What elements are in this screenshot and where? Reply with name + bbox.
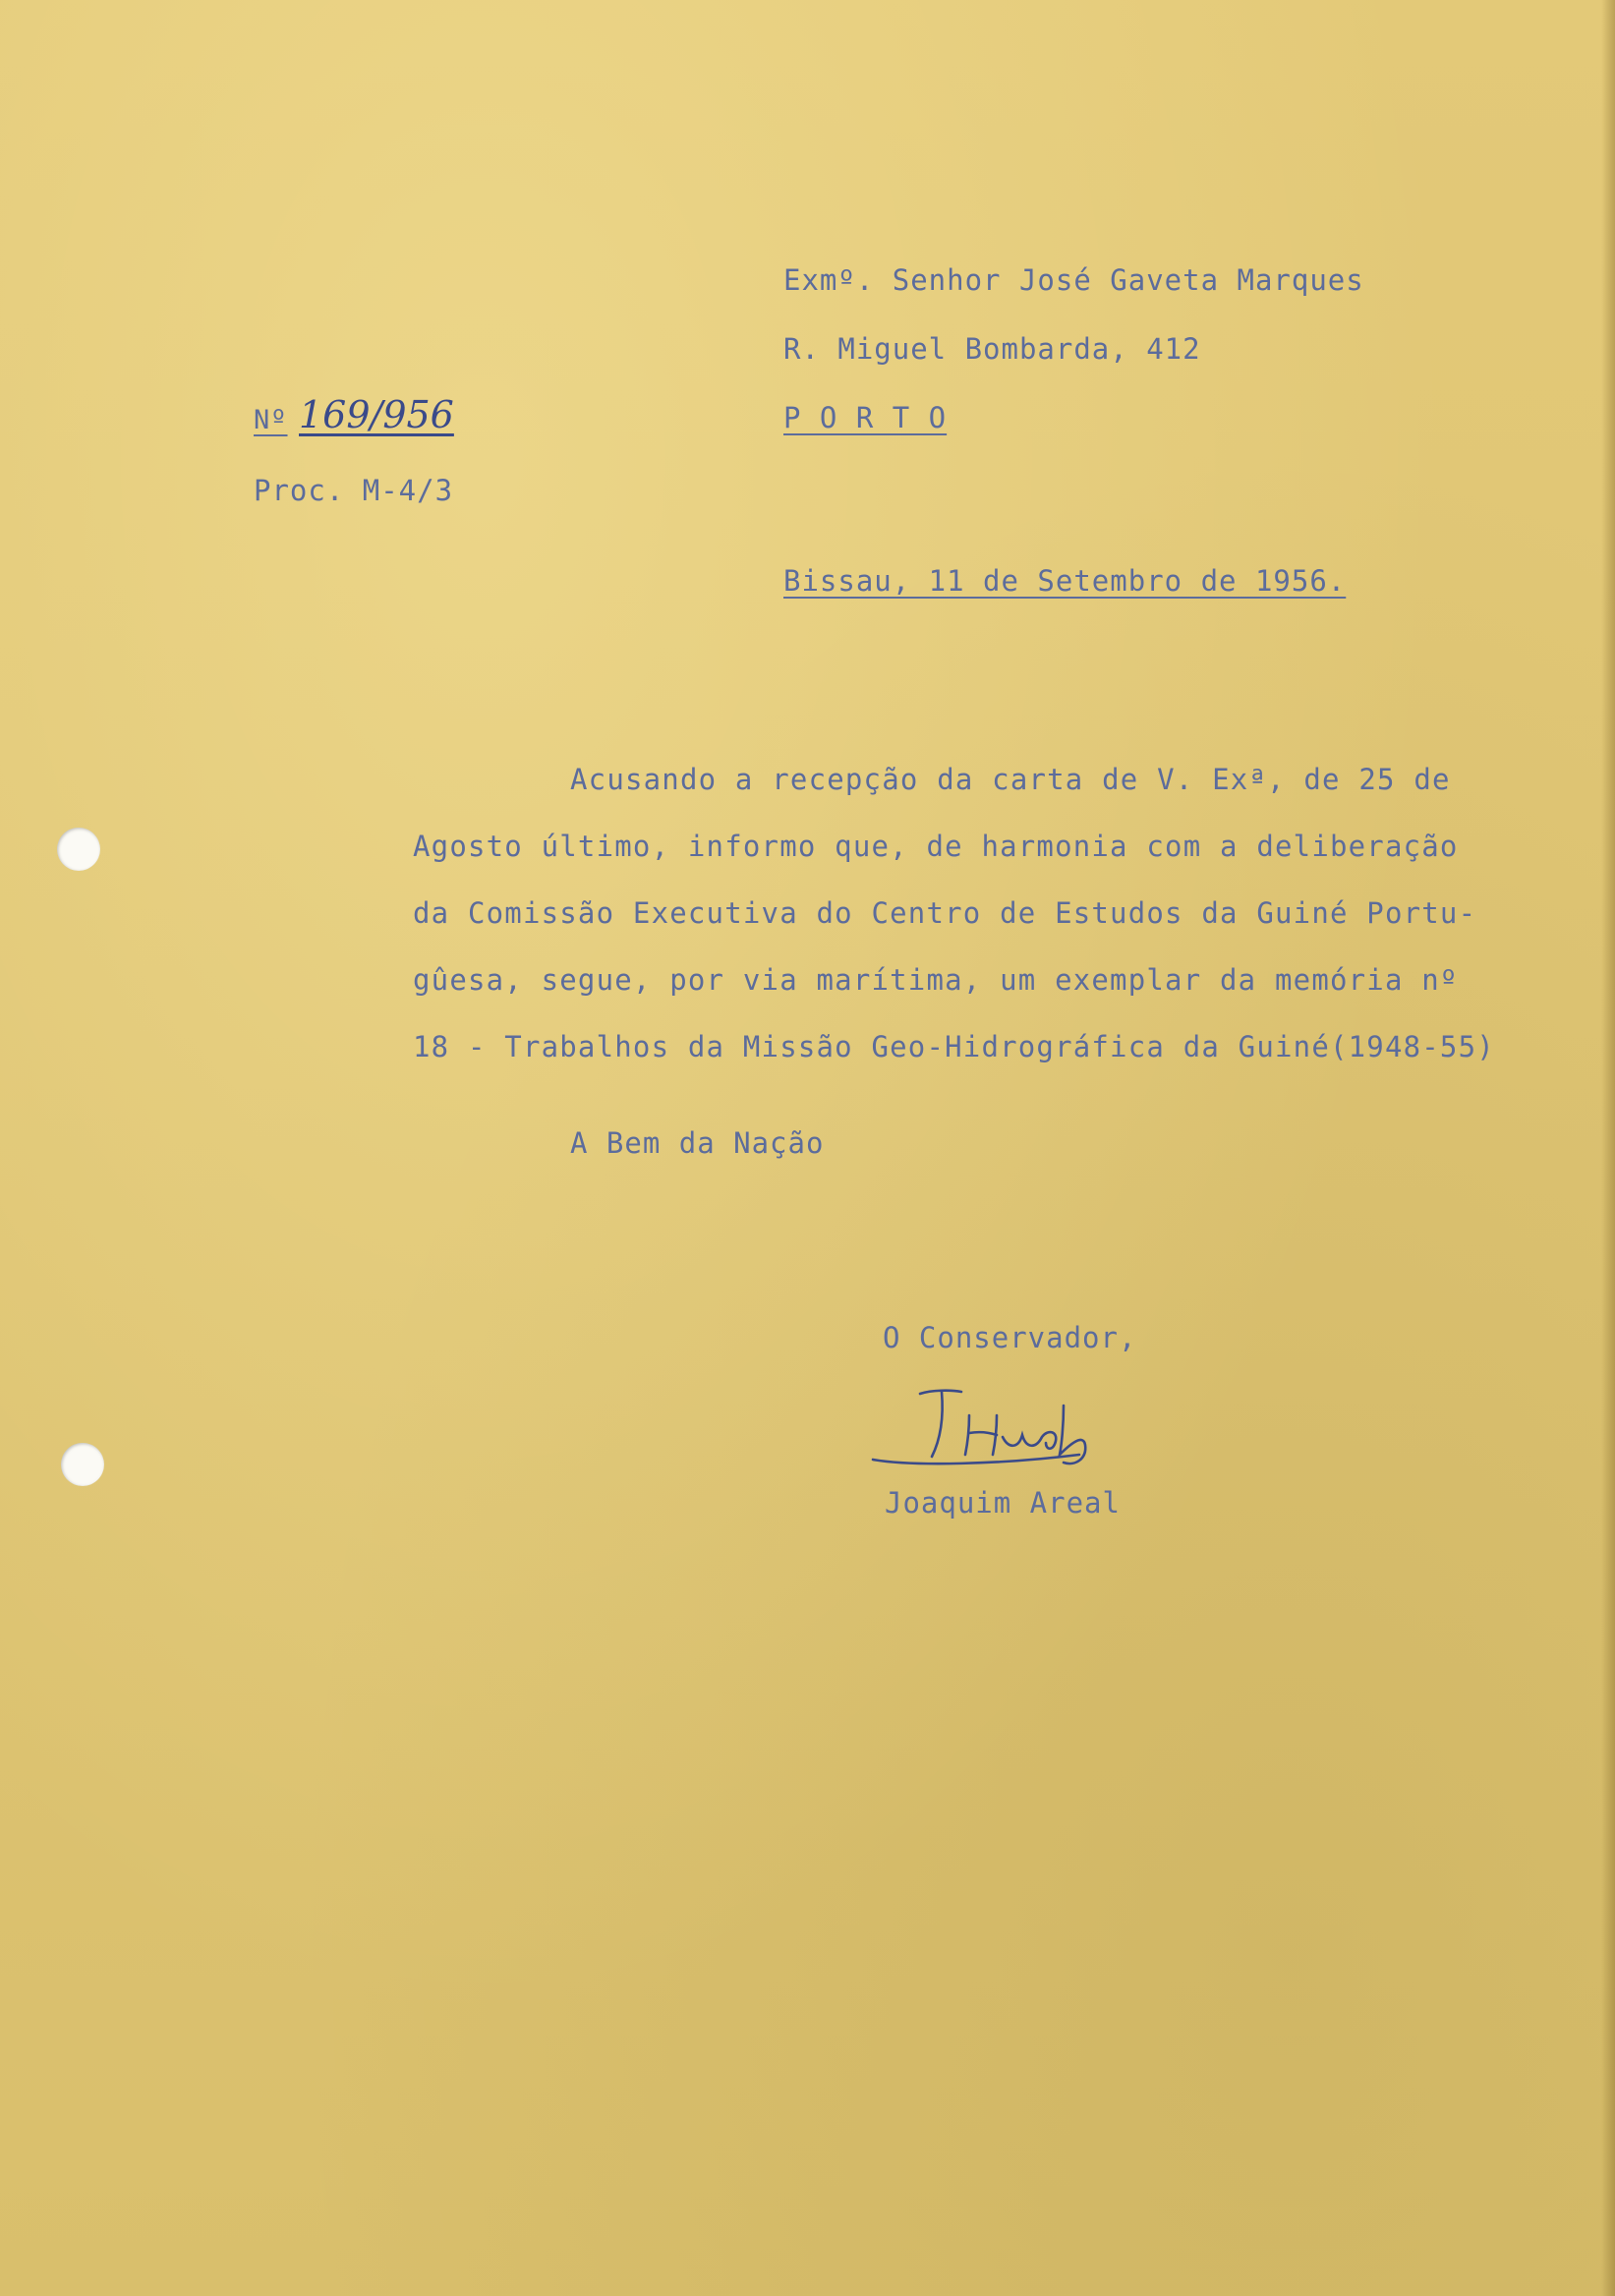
addressee-city: P O R T O — [783, 401, 948, 434]
dateline: Bissau, 11 de Setembro de 1956. — [783, 564, 1347, 598]
addressee-line-1: Exmº. Senhor José Gaveta Marques — [783, 263, 1364, 297]
signatory-name: Joaquim Areal — [885, 1486, 1121, 1520]
paper-edge-shadow — [1601, 0, 1615, 2296]
handwritten-signature — [853, 1376, 1168, 1484]
process-reference: Proc. M-4/3 — [254, 474, 454, 507]
body-line-5: 18 - Trabalhos da Missão Geo-Hidrográfica da Guiné(1948-55) — [413, 1030, 1495, 1063]
salutation: A Bem da Nação — [570, 1126, 825, 1160]
body-line-2: Agosto último, informo que, de harmonia com a deliberação — [413, 830, 1459, 863]
reference-number-prefix: Nº — [254, 405, 288, 435]
body-line-3: da Comissão Executiva do Centro de Estudos da Guiné Portu- — [413, 896, 1477, 930]
reference-number-handwritten: 169/956 — [299, 393, 454, 436]
punch-hole-top — [57, 828, 100, 871]
closing-title: O Conservador, — [883, 1321, 1137, 1354]
punch-hole-bottom — [61, 1443, 104, 1486]
body-line-1: Acusando a recepção da carta de V. Exª, de 25 de — [570, 763, 1451, 796]
body-line-4: gûesa, segue, por via marítima, um exemplar da memória nº — [413, 963, 1459, 997]
addressee-line-2: R. Miguel Bombarda, 412 — [783, 332, 1201, 366]
